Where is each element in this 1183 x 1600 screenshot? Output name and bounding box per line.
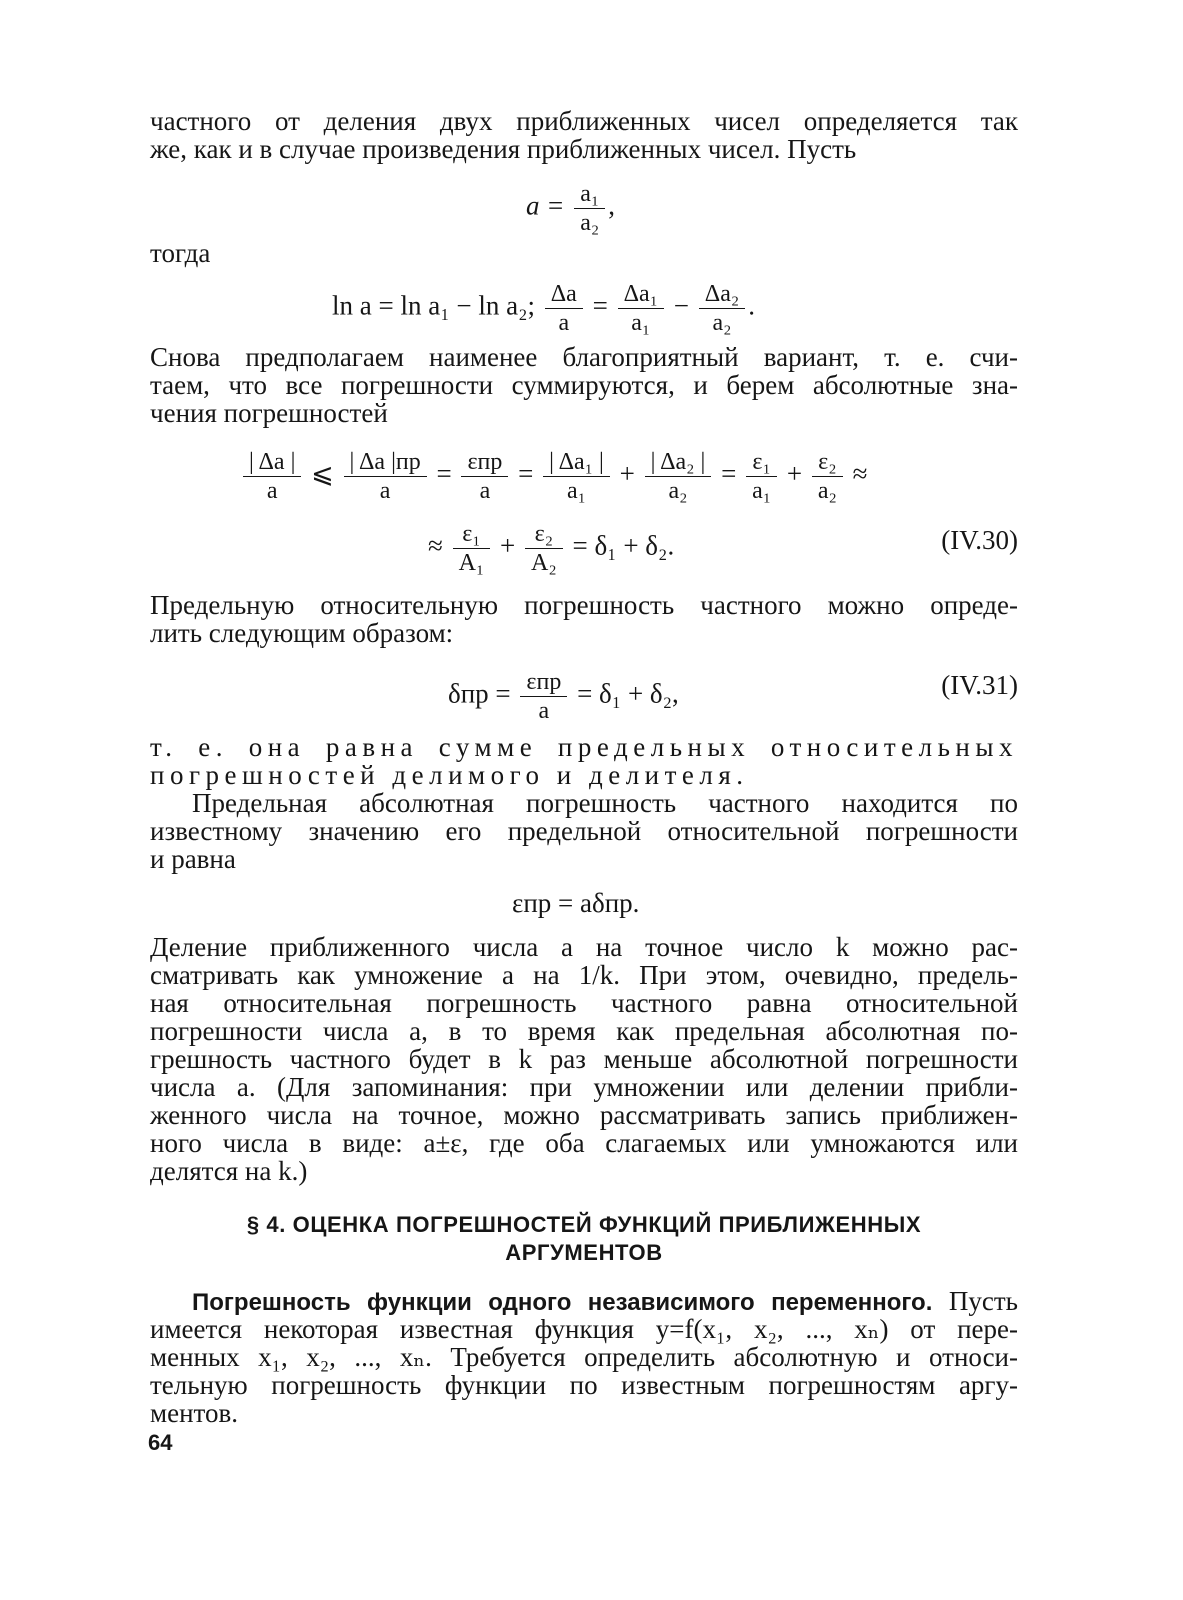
text-line: Погрешность функции одного независимого переменного. Пусть: [192, 1286, 1018, 1316]
text-line: Предельную относительную погрешность частного можно опреде-: [150, 590, 1018, 620]
text-line: и равна: [150, 844, 236, 874]
equation-lhs: a =: [526, 190, 565, 221]
equation-quotient: a = $\frac{\text{a₁}}{\text{a₂}}$ ,: [526, 181, 616, 236]
text-line: таем, что все погрешности суммируются, и берем абсолютные зна-: [150, 370, 1018, 400]
text-line: т. е. она равна сумме предельных относительных: [150, 732, 1018, 762]
text-line: женного числа на точное, можно рассматривать запись приближен-: [150, 1100, 1018, 1130]
text-line: тогда: [150, 238, 211, 268]
text-line: грешность частного будет в k раз меньше абсолютной погрешности: [150, 1044, 1018, 1074]
section-heading: § 4. ОЦЕНКА ПОГРЕШНОСТЕЙ ФУНКЦИЙ ПРИБЛИЖЕННЫХ: [246, 1212, 922, 1237]
text-line: ного числа в виде: a±ε, где оба слагаемых или умножаются или: [150, 1128, 1018, 1158]
fraction: $\frac{\text{a₁}}{\text{a₂}}$: [574, 180, 605, 237]
text-line: ная относительная погрешность частного равна относительной: [150, 988, 1018, 1018]
text-line: тельную погрешность функции по известным погрешностям аргу-: [150, 1370, 1018, 1400]
text-line: погрешностей делимого и делителя.: [150, 760, 749, 790]
text-line: погрешности числа a, в то время как предельная абсолютная по-: [150, 1016, 1018, 1046]
section-heading: АРГУМЕНТОВ: [505, 1240, 663, 1265]
text-line: чения погрешностей: [150, 398, 388, 428]
run-in-heading: Погрешность функции одного независимого переменного.: [192, 1289, 933, 1316]
text-line: частного от деления двух приближенных чисел определяется так: [150, 106, 1018, 136]
text-line: числа a. (Для запоминания: при умножении или делении прибли-: [150, 1072, 1018, 1102]
text-line: менных x₁, x₂, ..., xₙ. Требуется определить абсолютную и относи-: [150, 1342, 1018, 1372]
text-line: ментов.: [150, 1398, 238, 1428]
text-line: имеется некоторая известная функция y=f(x₁, x₂, ..., xₙ) от пере-: [150, 1314, 1018, 1344]
text-line: делятся на k.): [150, 1156, 308, 1186]
text-line: Снова предполагаем наименее благоприятный вариант, т. е. счи-: [150, 342, 1018, 372]
page-number: 64: [148, 1430, 173, 1455]
text-line: Предельная абсолютная погрешность частного находится по: [192, 788, 1018, 818]
text-line: же, как и в случае произведения приближенных чисел. Пусть: [150, 134, 857, 164]
equation-iv31: δпр = $\frac{\text{εпр}}{a}$ = δ₁ + δ₂,: [448, 669, 679, 724]
equation-number: (IV.31): [941, 670, 1018, 700]
equation-inequality: $\frac{| \Delta a |}{a}$ ⩽ $\frac{| \Delta a |пр}{a}$ = $\frac{\text{εпр}}{a}$ = $\frac{\text{| Δa₁ |}}{\text{a₁}}$ + $\frac{\text{| Δa₂ |}}{\text{a₂}}$ = $\frac{\text{ε₁}}{\text{a₁}}$ + $\frac{\text{ε₂}}{\text{a₂}}$ ≈: [240, 448, 867, 505]
text-line: сматривать как умножение a на 1/k. При этом, очевидно, предель-: [150, 960, 1018, 990]
equation-eps: εпр = aδпр.: [512, 888, 640, 918]
text-line: лить следующим образом:: [150, 618, 454, 648]
equation-log: ln a = ln a₁ − ln a₂; $\frac{\Delta a}{a}$ = $\frac{\text{Δa₁}}{\text{a₁}}$ − $\frac{\text{Δa₂}}{\text{a₂}}$ .: [332, 281, 755, 336]
text-line: известному значению его предельной относительной погрешности: [150, 816, 1018, 846]
text-line: Деление приближенного числа a на точное число k можно рас-: [150, 932, 1018, 962]
equation-number: (IV.30): [941, 525, 1018, 555]
equation-iv30: ≈ $\frac{\text{ε₁}}{\text{A₁}}$ + $\frac{\text{ε₂}}{\text{A₂}}$ = δ₁ + δ₂.: [428, 521, 675, 576]
